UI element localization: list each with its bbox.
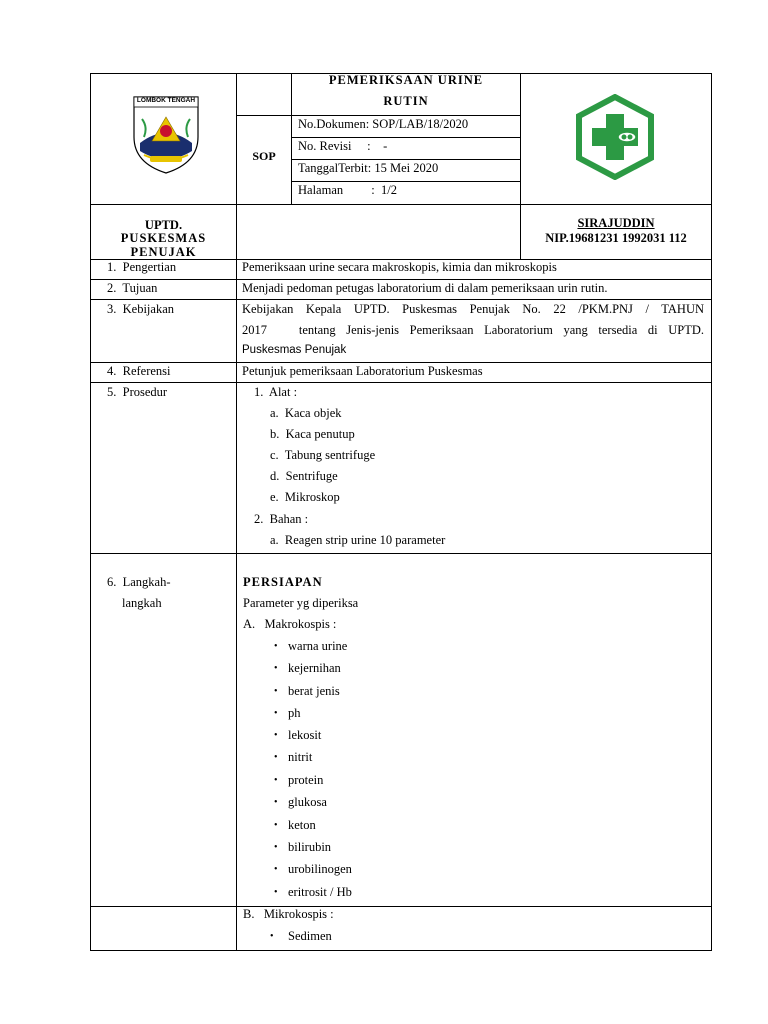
row-label-pengertian: 1. Pengertian bbox=[107, 260, 177, 274]
makro-item: bilirubin bbox=[288, 840, 332, 854]
makro-item: nitrit bbox=[288, 750, 313, 764]
makro-item: berat jenis bbox=[288, 684, 340, 698]
makro-item: warna urine bbox=[288, 639, 348, 653]
alat-item: e. Mikroskop bbox=[270, 490, 340, 504]
org-name-line2: PUSKESMAS bbox=[120, 231, 207, 245]
alat-heading: 1. Alat : bbox=[254, 385, 298, 399]
row-text-kebijakan-line2: 2017 tentang Jenis-jenis Pemeriksaan Laboratorium yang tersedia di UPTD. bbox=[242, 323, 704, 337]
signer-name: SIRAJUDDIN bbox=[577, 216, 655, 230]
row-text-kebijakan-line3: Puskesmas Penujak bbox=[242, 344, 347, 356]
signer-nip: NIP.19681231 1992031 112 bbox=[545, 231, 687, 245]
alat-item: a. Kaca objek bbox=[270, 406, 342, 420]
header-line bbox=[90, 204, 712, 205]
bullet: • bbox=[274, 820, 278, 831]
sop-label: SOP bbox=[252, 149, 276, 163]
makro-item: glukosa bbox=[288, 795, 327, 809]
header-line bbox=[291, 137, 521, 138]
makro-item: protein bbox=[288, 773, 324, 787]
row-text-pengertian: Pemeriksaan urine secara makroskopis, kimia dan mikroskopis bbox=[242, 260, 557, 274]
header-divider-sop bbox=[291, 73, 292, 204]
row-label-langkah-line2: langkah bbox=[122, 596, 162, 610]
bullet: • bbox=[270, 931, 274, 942]
bullet: • bbox=[274, 730, 278, 741]
header-line bbox=[236, 115, 521, 116]
header-line bbox=[291, 181, 521, 182]
row-line bbox=[90, 553, 712, 554]
document-title-line2: RUTIN bbox=[383, 94, 429, 108]
bullet: • bbox=[274, 842, 278, 853]
row-text-tujuan: Menjadi pedoman petugas laboratorium di dalam pemeriksaan urin rutin. bbox=[242, 281, 608, 295]
makroskopis-heading: A. Makrokospis : bbox=[243, 617, 337, 631]
org-name-line3: PENUJAK bbox=[130, 245, 197, 259]
row-text-referensi: Petunjuk pemeriksaan Laboratorium Puskesmas bbox=[242, 364, 483, 378]
bullet: • bbox=[274, 663, 278, 674]
table-border-bottom bbox=[90, 950, 712, 951]
document-title: PEMERIKSAAN URINE bbox=[328, 73, 484, 87]
alat-item: c. Tabung sentrifuge bbox=[270, 448, 376, 462]
lombok-tengah-crest bbox=[130, 93, 202, 175]
row-label-tujuan: 2. Tujuan bbox=[107, 281, 158, 295]
makro-item: lekosit bbox=[288, 728, 322, 742]
bullet: • bbox=[274, 641, 278, 652]
row-line bbox=[90, 362, 712, 363]
row-line bbox=[90, 299, 712, 300]
row-label-kebijakan: 3. Kebijakan bbox=[107, 302, 174, 316]
persiapan-heading: PERSIAPAN bbox=[243, 575, 323, 589]
row-label-langkah: 6. Langkah- bbox=[107, 575, 171, 589]
puskesmas-logo bbox=[572, 94, 658, 180]
alat-item: d. Sentrifuge bbox=[270, 469, 338, 483]
bullet: • bbox=[274, 775, 278, 786]
bullet: • bbox=[274, 752, 278, 763]
makro-item: urobilinogen bbox=[288, 862, 352, 876]
makro-item: kejernihan bbox=[288, 661, 341, 675]
alat-item: b. Kaca penutup bbox=[270, 427, 355, 441]
bullet: • bbox=[274, 864, 278, 875]
row-line bbox=[90, 906, 712, 907]
bullet: • bbox=[274, 708, 278, 719]
row-text-kebijakan-line1: Kebijakan Kepala UPTD. Puskesmas Penujak No. 22 /PKM.PNJ / TAHUN bbox=[242, 302, 704, 316]
page-number: Halaman : 1/2 bbox=[298, 183, 397, 197]
row-line bbox=[90, 382, 712, 383]
mikroskopis-heading: B. Mikrokospis : bbox=[243, 907, 334, 921]
bahan-heading: 2. Bahan : bbox=[254, 512, 309, 526]
document-number: No.Dokumen: SOP/LAB/18/2020 bbox=[298, 117, 469, 131]
row-line bbox=[90, 279, 712, 280]
publish-date: TanggalTerbit: 15 Mei 2020 bbox=[298, 161, 439, 175]
crest-icon bbox=[130, 93, 202, 175]
org-name-line1: UPTD. bbox=[144, 218, 183, 232]
header-line bbox=[291, 159, 521, 160]
makro-item: ph bbox=[288, 706, 301, 720]
mikro-item: Sedimen bbox=[288, 929, 332, 943]
bullet: • bbox=[274, 797, 278, 808]
parameter-intro: Parameter yg diperiksa bbox=[243, 596, 359, 610]
makro-item: keton bbox=[288, 818, 316, 832]
row-label-referensi: 4. Referensi bbox=[107, 364, 171, 378]
bullet: • bbox=[274, 686, 278, 697]
revision-number: No. Revisi : - bbox=[298, 139, 388, 153]
puskesmas-cross-icon bbox=[572, 94, 658, 180]
bullet: • bbox=[274, 887, 278, 898]
makro-item: eritrosit / Hb bbox=[288, 885, 352, 899]
crest-caption: LOMBOK TENGAH bbox=[136, 97, 196, 104]
row-label-prosedur: 5. Prosedur bbox=[107, 385, 168, 399]
bahan-item: a. Reagen strip urine 10 parameter bbox=[270, 533, 446, 547]
